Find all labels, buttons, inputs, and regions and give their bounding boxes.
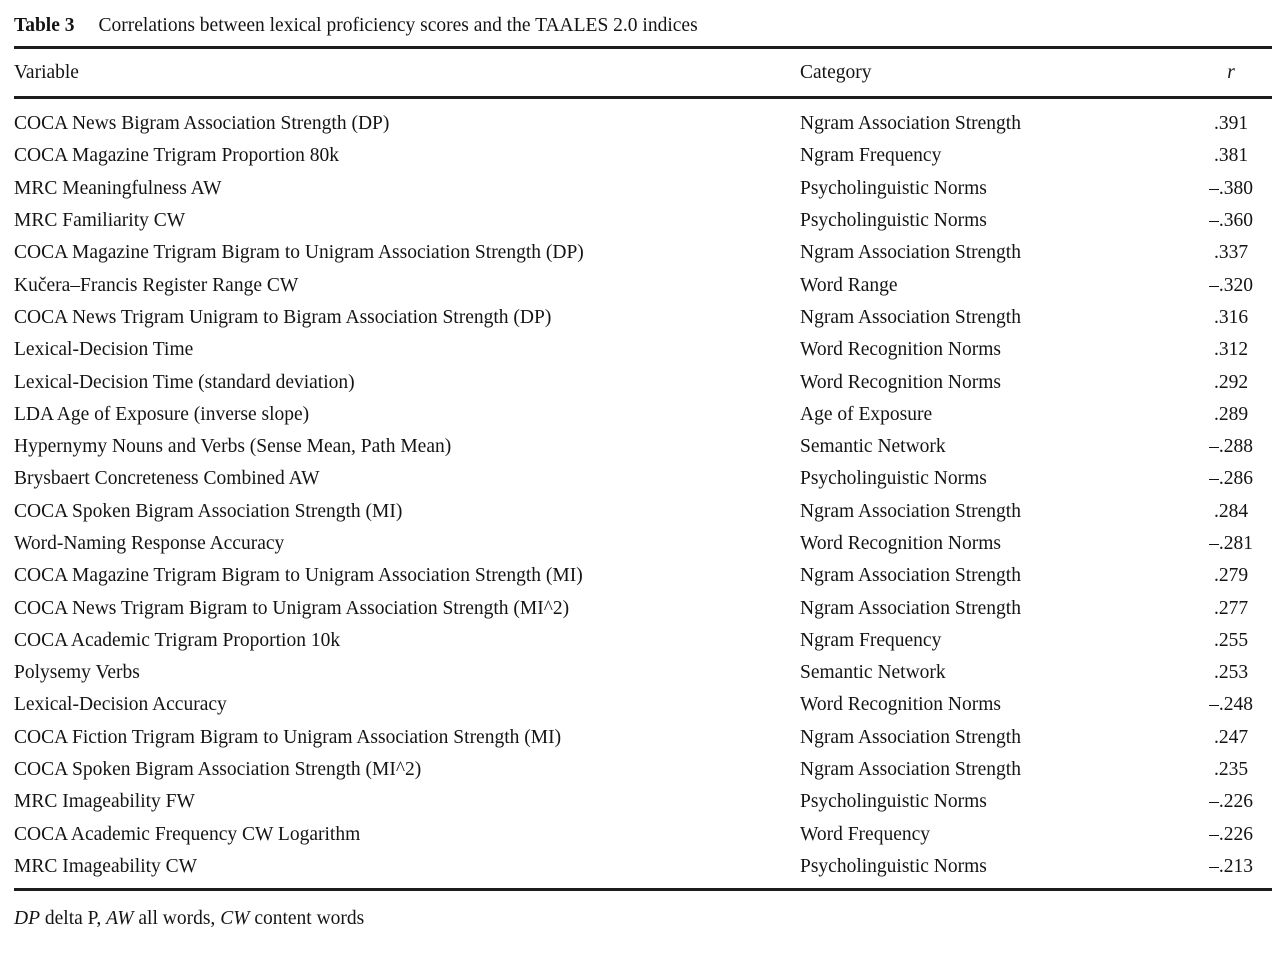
- cell-r: .235: [1213, 759, 1249, 781]
- table-title: [14, 10, 1272, 46]
- cell-r: –.226: [1209, 823, 1253, 845]
- footnote-text-dp: delta P,: [40, 908, 107, 930]
- cell-variable: COCA Magazine Trigram Bigram to Unigram Association Strength (MI): [14, 565, 583, 587]
- cell-variable: Kučera–Francis Register Range CW: [14, 274, 299, 296]
- cell-category: Semantic Network: [800, 436, 946, 458]
- cell-variable: COCA Academic Trigram Proportion 10k: [14, 629, 341, 651]
- cell-r: .381: [1213, 145, 1249, 167]
- table-row: [14, 399, 1272, 431]
- cell-category: Psycholinguistic Norms: [800, 791, 987, 813]
- table-row: [14, 237, 1272, 269]
- cell-r: .391: [1213, 113, 1249, 135]
- table-row: [14, 560, 1272, 592]
- cell-variable: COCA News Trigram Bigram to Unigram Association Strength (MI^2): [14, 597, 570, 619]
- table-footnote: [14, 891, 1272, 930]
- cell-variable: MRC Imageability FW: [14, 791, 195, 813]
- cell-category: Psycholinguistic Norms: [800, 210, 987, 232]
- cell-category: Psycholinguistic Norms: [800, 855, 987, 877]
- cell-category: Ngram Association Strength: [800, 306, 1021, 328]
- table-row: [14, 657, 1272, 689]
- cell-r: –.226: [1209, 791, 1253, 813]
- cell-r: .316: [1213, 306, 1249, 328]
- cell-r: –.288: [1209, 436, 1253, 458]
- footnote-text-aw: all words,: [133, 908, 221, 930]
- table-label: Table 3: [14, 15, 75, 36]
- cell-variable: MRC Meaningfulness AW: [14, 177, 222, 199]
- cell-variable: COCA Magazine Trigram Proportion 80k: [14, 145, 339, 167]
- table-row: [14, 173, 1272, 205]
- table-row: [14, 431, 1272, 463]
- cell-r: –.248: [1209, 694, 1253, 716]
- cell-r: –.213: [1209, 855, 1253, 877]
- table-body: [14, 99, 1272, 888]
- cell-category: Word Recognition Norms: [800, 533, 1001, 554]
- cell-r: –.320: [1209, 274, 1253, 296]
- cell-variable: COCA News Bigram Association Strength (DP): [14, 113, 390, 135]
- cell-variable: Lexical-Decision Time (standard deviation): [14, 371, 355, 393]
- cell-category: Ngram Association Strength: [800, 759, 1021, 781]
- cell-r: .247: [1213, 726, 1249, 748]
- cell-variable: Lexical-Decision Accuracy: [14, 694, 227, 716]
- cell-category: Ngram Association Strength: [800, 242, 1021, 264]
- cell-r: .337: [1213, 242, 1249, 264]
- cell-category: Word Recognition Norms: [800, 371, 1001, 393]
- table-row: [14, 786, 1272, 818]
- table-row: [14, 463, 1272, 495]
- cell-r: –.380: [1209, 177, 1253, 199]
- cell-variable: COCA Spoken Bigram Association Strength (MI): [14, 500, 403, 522]
- footnote-term-dp: DP: [14, 908, 40, 930]
- table-row: [14, 205, 1272, 237]
- cell-category: Ngram Frequency: [800, 145, 942, 167]
- cell-category: Word Recognition Norms: [800, 694, 1001, 716]
- cell-category: Word Recognition Norms: [800, 339, 1001, 361]
- cell-r: –.286: [1209, 468, 1253, 490]
- column-header-variable: Variable: [14, 62, 79, 83]
- table-row: [14, 689, 1272, 721]
- cell-variable: COCA Fiction Trigram Bigram to Unigram Association Strength (MI): [14, 726, 562, 748]
- table-row: [14, 302, 1272, 334]
- cell-r: –.281: [1209, 533, 1253, 554]
- cell-r: .292: [1213, 371, 1249, 393]
- cell-variable: LDA Age of Exposure (inverse slope): [14, 403, 310, 425]
- column-header-category: Category: [800, 62, 872, 83]
- cell-variable: Brysbaert Concreteness Combined AW: [14, 468, 320, 490]
- cell-category: Ngram Association Strength: [800, 726, 1021, 748]
- table-header-row: [14, 49, 1272, 96]
- cell-category: Semantic Network: [800, 662, 946, 684]
- table-row: [14, 754, 1272, 786]
- cell-r: .255: [1213, 629, 1249, 651]
- table-row: [14, 496, 1272, 528]
- cell-category: Word Range: [800, 274, 898, 296]
- cell-category: Ngram Association Strength: [800, 565, 1021, 587]
- table-row: [14, 592, 1272, 624]
- cell-r: .284: [1213, 500, 1249, 522]
- cell-category: Psycholinguistic Norms: [800, 177, 987, 199]
- table-row: [14, 528, 1272, 560]
- column-header-r: r: [1227, 62, 1235, 83]
- cell-category: Age of Exposure: [800, 403, 933, 425]
- cell-variable: Polysemy Verbs: [14, 662, 140, 684]
- table-row: [14, 334, 1272, 366]
- cell-variable: COCA Academic Frequency CW Logarithm: [14, 823, 361, 845]
- table-row: [14, 366, 1272, 398]
- cell-variable: MRC Familiarity CW: [14, 210, 186, 232]
- cell-r: .277: [1213, 597, 1249, 619]
- cell-category: Ngram Association Strength: [800, 113, 1021, 135]
- footnote-term-aw: AW: [106, 908, 134, 930]
- table-row: [14, 108, 1272, 140]
- table-caption: Correlations between lexical proficiency scores and the TAALES 2.0 indices: [98, 15, 698, 36]
- cell-variable: COCA Spoken Bigram Association Strength (MI^2): [14, 759, 422, 781]
- cell-r: .312: [1213, 339, 1249, 361]
- cell-variable: COCA Magazine Trigram Bigram to Unigram Association Strength (DP): [14, 242, 584, 264]
- table-3-container: [14, 10, 1272, 930]
- table-row: [14, 140, 1272, 172]
- cell-variable: Word-Naming Response Accuracy: [14, 533, 285, 554]
- cell-r: –.360: [1209, 210, 1253, 232]
- table-row: [14, 722, 1272, 754]
- cell-category: Psycholinguistic Norms: [800, 468, 987, 490]
- cell-category: Ngram Frequency: [800, 629, 942, 651]
- table-row: [14, 269, 1272, 301]
- cell-variable: COCA News Trigram Unigram to Bigram Association Strength (DP): [14, 306, 552, 328]
- cell-r: .253: [1213, 662, 1249, 684]
- footnote-text-cw: content words: [249, 908, 365, 930]
- table-row: [14, 851, 1272, 883]
- cell-variable: MRC Imageability CW: [14, 855, 198, 877]
- cell-category: Word Frequency: [800, 823, 931, 845]
- cell-variable: Hypernymy Nouns and Verbs (Sense Mean, Path Mean): [14, 436, 452, 458]
- cell-r: .279: [1213, 565, 1249, 587]
- cell-category: Ngram Association Strength: [800, 500, 1021, 522]
- table-row: [14, 819, 1272, 851]
- footnote-term-cw: CW: [220, 908, 250, 930]
- cell-variable: Lexical-Decision Time: [14, 339, 194, 361]
- table-row: [14, 625, 1272, 657]
- cell-category: Ngram Association Strength: [800, 597, 1021, 619]
- cell-r: .289: [1213, 403, 1249, 425]
